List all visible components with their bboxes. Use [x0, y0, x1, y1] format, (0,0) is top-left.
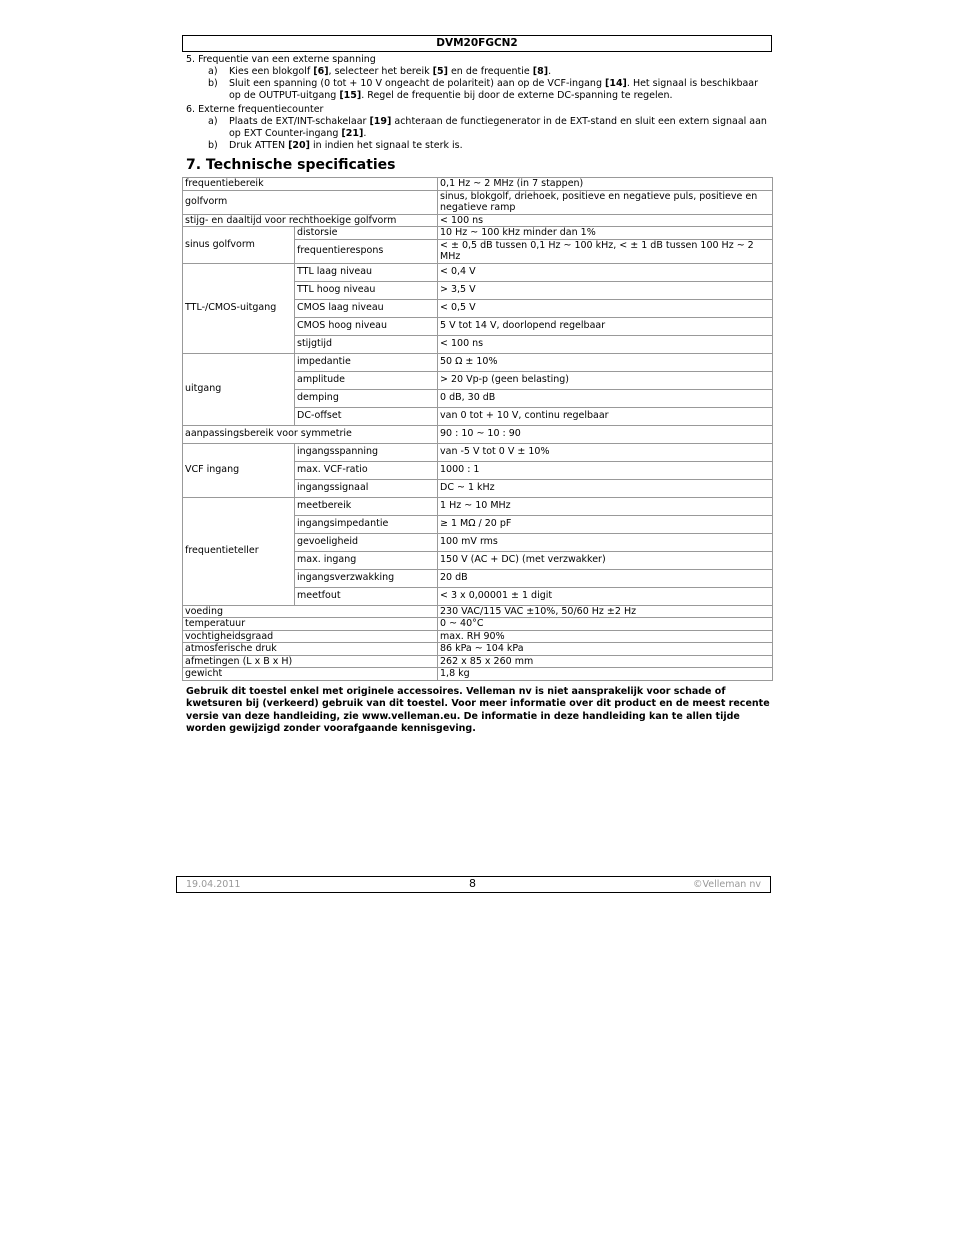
- reference-number: [14]: [605, 78, 627, 89]
- disclaimer: Gebruik dit toestel enkel met originele accessoires. Velleman nv is niet aansprakelijk voor schade of kwetsuren bij (verkeerd) gebruik van dit toestel. Voor meer informatie over dit product en de meest recente versie van deze handleiding, zie www.velleman.eu. De informatie in deze handleiding kan te allen tijde worden gewijzigd zonder voorafgaande kennisgeving.: [186, 685, 770, 734]
- table-row: [183, 497, 773, 515]
- spec-value: van 0 tot + 10 V, continu regelbaar: [438, 407, 773, 425]
- section5-list: [182, 66, 772, 102]
- list-item: [182, 78, 772, 102]
- spec-value: 86 kPa ~ 104 kPa: [438, 643, 773, 656]
- spec-value: < 100 ns: [438, 214, 773, 227]
- spec-sub-label: max. VCF-ratio: [295, 461, 438, 479]
- spec-sub-label: ingangsimpedantie: [295, 515, 438, 533]
- spec-label: afmetingen (L x B x H): [183, 655, 438, 668]
- reference-number: [8]: [532, 66, 549, 77]
- document-header: [182, 35, 772, 52]
- spec-value: 1 Hz ~ 10 MHz: [438, 497, 773, 515]
- section5-title: 5. Frequentie van een externe spanning: [186, 54, 376, 65]
- list-item-letter: b): [208, 140, 218, 151]
- list-item-text: Plaats de EXT/INT-schakelaar: [229, 116, 370, 127]
- spec-value: max. RH 90%: [438, 630, 773, 643]
- list-item-text: en de frequentie: [447, 66, 533, 77]
- page-number: 8: [469, 877, 476, 890]
- spec-sub-label: max. ingang: [295, 551, 438, 569]
- list-item-text: Druk ATTEN: [229, 140, 289, 151]
- spec-value: > 20 Vp-p (geen belasting): [438, 371, 773, 389]
- reference-number: [15]: [339, 90, 362, 101]
- spec-value: < ± 0,5 dB tussen 0,1 Hz ~ 100 kHz, < ± 1 dB tussen 100 Hz ~ 2 MHz: [438, 239, 773, 263]
- table-row: [183, 425, 773, 443]
- table-row: [183, 227, 773, 240]
- list-item: [182, 66, 772, 78]
- spec-sub-label: gevoeligheid: [295, 533, 438, 551]
- spec-value: < 3 x 0,00001 ± 1 digit: [438, 587, 773, 605]
- spec-sub-label: TTL laag niveau: [295, 263, 438, 281]
- document-footer: [176, 876, 771, 893]
- spec-sub-label: CMOS laag niveau: [295, 299, 438, 317]
- reference-number: [21]: [341, 128, 364, 139]
- spec-label: voeding: [183, 605, 438, 618]
- spec-value: 230 VAC/115 VAC ±10%, 50/60 Hz ±2 Hz: [438, 605, 773, 618]
- list-item-text: in indien het signaal te sterk is.: [310, 140, 463, 151]
- spec-label: gewicht: [183, 668, 438, 681]
- spec-label: aanpassingsbereik voor symmetrie: [183, 425, 438, 443]
- spec-label: vochtigheidsgraad: [183, 630, 438, 643]
- reference-number: [20]: [288, 140, 310, 151]
- list-item-letter: a): [208, 116, 218, 127]
- reference-number: [19]: [369, 116, 392, 127]
- list-item-letter: b): [208, 78, 218, 89]
- spec-sub-label: demping: [295, 389, 438, 407]
- spec-sub-label: stijgtijd: [295, 335, 438, 353]
- list-item: [182, 140, 772, 152]
- spec-label: golfvorm: [183, 190, 438, 214]
- list-item-text: .: [363, 128, 367, 139]
- spec-table: [182, 177, 773, 681]
- list-item-text: . Regel de frequentie bij door de externe DC-spanning te regelen.: [361, 90, 673, 101]
- list-item-text: , selecteer het bereik: [328, 66, 433, 77]
- spec-label: temperatuur: [183, 618, 438, 631]
- spec-value: 0 ~ 40°C: [438, 618, 773, 631]
- spec-value: van -5 V tot 0 V ± 10%: [438, 443, 773, 461]
- spec-group-label: sinus golfvorm: [183, 227, 295, 264]
- spec-value: 100 mV rms: [438, 533, 773, 551]
- table-row: [183, 214, 773, 227]
- section6-title: 6. Externe frequentiecounter: [186, 104, 324, 115]
- spec-sub-label: ingangssignaal: [295, 479, 438, 497]
- reference-number: [6]: [313, 66, 329, 77]
- spec-value: 5 V tot 14 V, doorlopend regelbaar: [438, 317, 773, 335]
- spec-sub-label: ingangsverzwakking: [295, 569, 438, 587]
- spec-value: 90 : 10 ~ 10 : 90: [438, 425, 773, 443]
- table-row: [183, 178, 773, 191]
- spec-sub-label: CMOS hoog niveau: [295, 317, 438, 335]
- section-external-counter: [182, 104, 772, 152]
- document-page: [182, 35, 772, 736]
- table-row: [183, 190, 773, 214]
- spec-value: 1000 : 1: [438, 461, 773, 479]
- table-row: [183, 353, 773, 371]
- spec-label: atmosferische druk: [183, 643, 438, 656]
- spec-group-label: VCF ingang: [183, 443, 295, 497]
- spec-label: stijg- en daaltijd voor rechthoekige golfvorm: [183, 214, 438, 227]
- spec-value: 1,8 kg: [438, 668, 773, 681]
- model-title: DVM20FGCN2: [436, 37, 518, 49]
- spec-sub-label: frequentierespons: [295, 239, 438, 263]
- spec-label: frequentiebereik: [183, 178, 438, 191]
- list-item-text: . Het signaal is beschikbaar op de OUTPUT-uitgang: [229, 78, 759, 101]
- spec-value: 0 dB, 30 dB: [438, 389, 773, 407]
- spec-sub-label: distorsie: [295, 227, 438, 240]
- list-item-text: Sluit een spanning (0 tot + 10 V ongeacht de polariteit) aan op de VCF-ingang: [229, 78, 605, 89]
- spec-value: < 0,4 V: [438, 263, 773, 281]
- list-item-text: Kies een blokgolf: [229, 66, 314, 77]
- section6-list: [182, 116, 772, 152]
- reference-number: [5]: [432, 66, 448, 77]
- spec-group-label: uitgang: [183, 353, 295, 425]
- spec-sub-label: TTL hoog niveau: [295, 281, 438, 299]
- spec-group-label: TTL-/CMOS-uitgang: [183, 263, 295, 353]
- spec-value: < 0,5 V: [438, 299, 773, 317]
- list-item-letter: a): [208, 66, 218, 77]
- table-row: [183, 263, 773, 281]
- table-row: [183, 668, 773, 681]
- spec-value: 10 Hz ~ 100 kHz minder dan 1%: [438, 227, 773, 240]
- table-row: [183, 605, 773, 618]
- spec-value: DC ~ 1 kHz: [438, 479, 773, 497]
- spec-value: 50 Ω ± 10%: [438, 353, 773, 371]
- spec-heading: 7. Technische specificaties: [186, 157, 396, 173]
- list-item: [182, 116, 772, 140]
- list-item-text: .: [548, 66, 552, 77]
- spec-sub-label: meetbereik: [295, 497, 438, 515]
- table-row: [183, 655, 773, 668]
- spec-value: sinus, blokgolf, driehoek, positieve en negatieve puls, positieve en negatieve ramp: [438, 190, 773, 214]
- spec-sub-label: amplitude: [295, 371, 438, 389]
- spec-value: 262 x 85 x 260 mm: [438, 655, 773, 668]
- footer-copyright: ©Velleman nv: [693, 879, 761, 890]
- spec-sub-label: DC-offset: [295, 407, 438, 425]
- list-item-text: achteraan de functiegenerator in de EXT-stand en sluit een extern signaal aan op EXT Counter-ingang: [229, 116, 767, 139]
- spec-value: < 100 ns: [438, 335, 773, 353]
- spec-value: > 3,5 V: [438, 281, 773, 299]
- section-external-voltage: [182, 54, 772, 102]
- spec-group-label: frequentieteller: [183, 497, 295, 605]
- table-row: [183, 643, 773, 656]
- spec-sub-label: impedantie: [295, 353, 438, 371]
- table-row: [183, 443, 773, 461]
- table-row: [183, 618, 773, 631]
- spec-sub-label: ingangsspanning: [295, 443, 438, 461]
- spec-sub-label: meetfout: [295, 587, 438, 605]
- spec-value: 0,1 Hz ~ 2 MHz (in 7 stappen): [438, 178, 773, 191]
- spec-value: ≥ 1 MΩ / 20 pF: [438, 515, 773, 533]
- table-row: [183, 630, 773, 643]
- footer-date: 19.04.2011: [186, 879, 241, 890]
- spec-value: 20 dB: [438, 569, 773, 587]
- spec-value: 150 V (AC + DC) (met verzwakker): [438, 551, 773, 569]
